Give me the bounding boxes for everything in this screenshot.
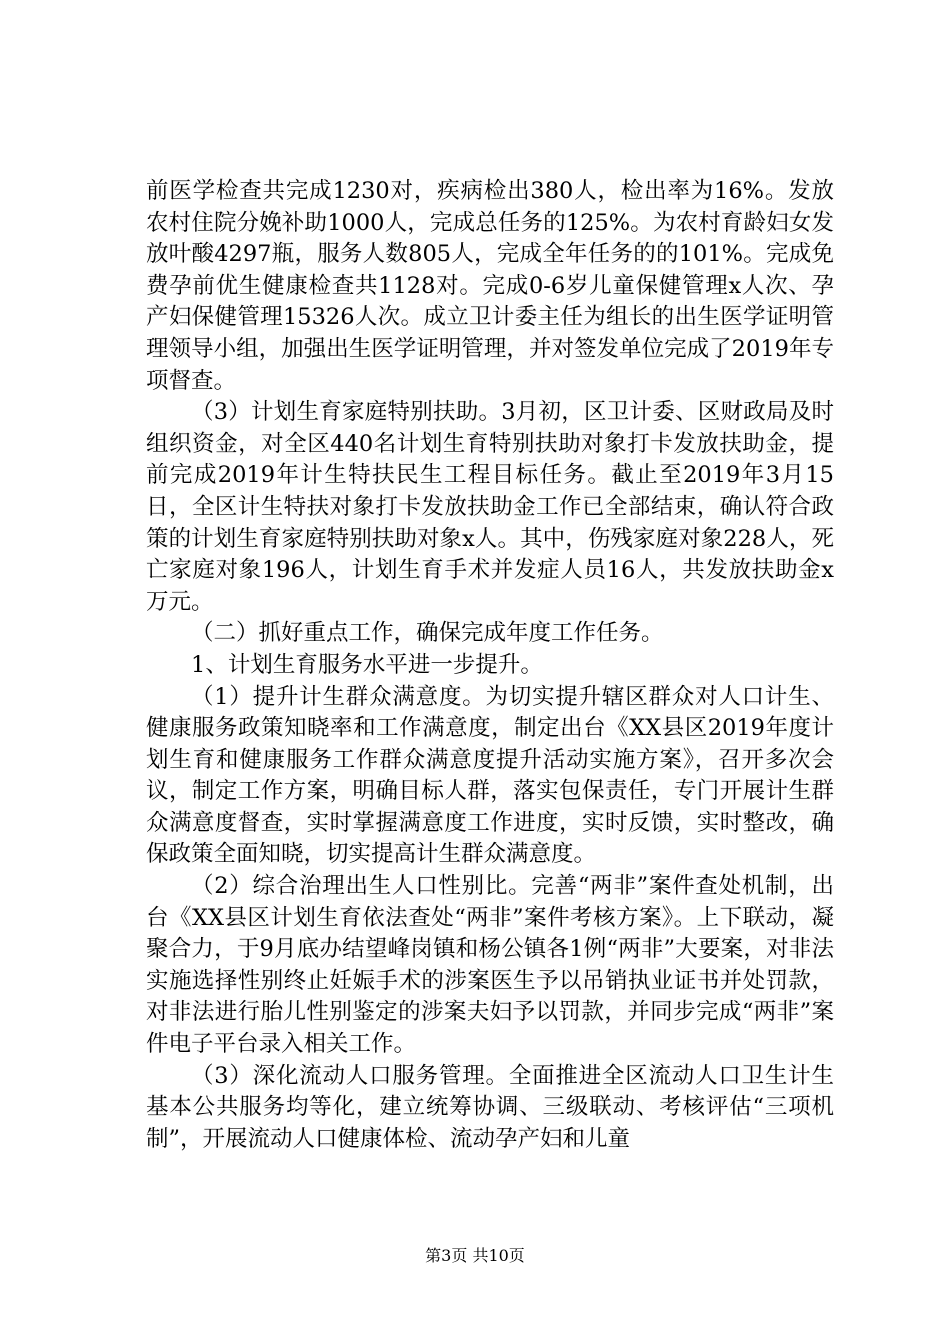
page-footer — [0, 1246, 950, 1266]
section-heading-key-work: （二）抓好重点工作，确保完成年度工作任务。 — [191, 620, 664, 647]
page-number-label: 第3页 共10页 — [425, 1246, 525, 1265]
paragraph-continuation: 前医学检查共完成1230对，疾病检出380人，检出率为16%。发放农村住院分娩补助1000人，完成总任务的125%。为农村育龄妇女发放叶酸4297瓶，服务人数805人，完成全年任务的的101%。完成免费孕前优生健康检查共1128对。完成0-6岁儿童保健管理x人次、孕产妇保健管理15326人次。成立卫计委主任为组长的出生医学证明管理领导小组，加强出生医学证明管理，并对签发单位完成了2019年专项督查。 — [146, 178, 834, 394]
paragraph-floating-population: （3）深化流动人口服务管理。全面推进全区流动人口卫生计生基本公共服务均等化，建立统筹协调、三级联动、考核评估“三项机制”，开展流动人口健康体检、流动孕产妇和儿童 — [146, 1062, 834, 1152]
paragraph-sex-ratio: （2）综合治理出生人口性别比。完善“两非”案件查处机制，出台《XX县区计划生育依法查处“两非”案件考核方案》。上下联动，凝聚合力，于9月底办结望峰岗镇和杨公镇各1例“两非”大要案，对非法实施选择性别终止妊娠手术的涉案医生予以吊销执业证书并处罚款，对非法进行胎儿性别鉴定的涉案夫妇予以罚款，并同步完成“两非”案件电子平台录入相关工作。 — [146, 873, 834, 1058]
body-text — [146, 176, 834, 1155]
paragraph-satisfaction: （1）提升计生群众满意度。为切实提升辖区群众对人口计生、健康服务政策知晓率和工作满意度，制定出台《XX县区2019年度计划生育和健康服务工作群众满意度提升活动实施方案》，召开多次会议，制定工作方案，明确目标人群，落实包保责任，专门开展计生群众满意度督查，实时掌握满意度工作进度，实时反馈，实时整改，确保政策全面知晓，切实提高计生群众满意度。 — [146, 683, 834, 868]
paragraph-special-assistance: （3）计划生育家庭特别扶助。3月初，区卫计委、区财政局及时组织资金，对全区440名计划生育特别扶助对象打卡发放扶助金，提前完成2019年计生特扶民生工程目标任务。截止至2019年3月15日，全区计生特扶对象打卡发放扶助金工作已全部结束，确认符合政策的计划生育家庭特别扶助对象x人。其中，伤残家庭对象228人，死亡家庭对象196人，计划生育手术并发症人员16人，共发放扶助金x万元。 — [146, 399, 834, 615]
subsection-heading-service-level: 1、计划生育服务水平进一步提升。 — [191, 651, 543, 678]
